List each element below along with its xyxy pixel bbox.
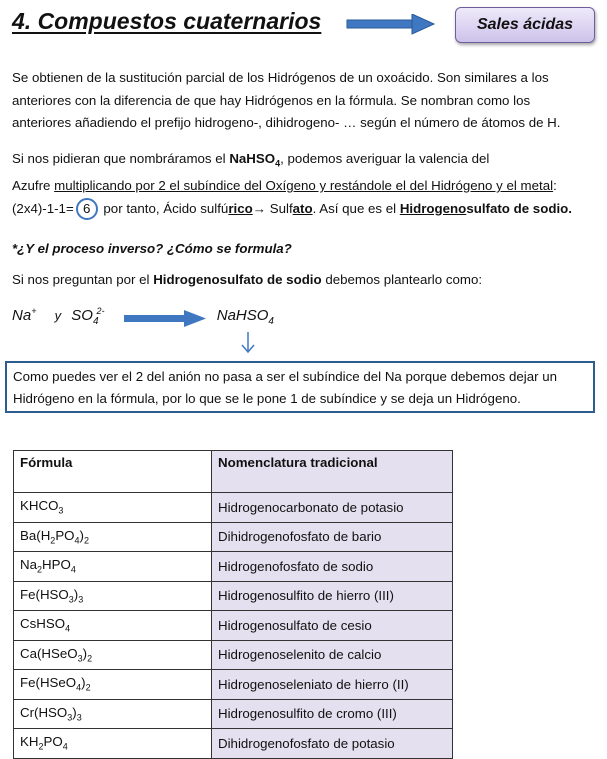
subscript: 2 — [38, 742, 44, 753]
example-line-3 — [12, 198, 600, 221]
subscript: 4 — [62, 742, 68, 753]
name-cell: Hidrogenofosfato de sodio — [212, 552, 453, 582]
intro-paragraph — [12, 67, 600, 135]
name-cell: Hidrogenosulfito de hierro (III) — [212, 581, 453, 611]
formula-cell — [14, 493, 212, 523]
example-line-1 — [12, 148, 600, 175]
down-arrow-icon — [240, 332, 256, 354]
intro-line: anteriores con la diferencia de que hay Hidrógenos en la fórmula. Se nombran como los — [12, 92, 531, 108]
formula-cell — [14, 522, 212, 552]
formula-part: Na — [20, 557, 37, 573]
formula-cell — [14, 581, 212, 611]
subscript: 2 — [50, 535, 56, 546]
formula-part: CsHSO — [20, 616, 66, 632]
table-row — [14, 729, 453, 759]
table-row — [14, 552, 453, 582]
suffix-ico: rico — [228, 200, 253, 216]
text: SO — [71, 307, 93, 324]
table-row — [14, 611, 453, 641]
name-cell: Hidrogenocarbonato de potasio — [212, 493, 453, 523]
table-row — [14, 699, 453, 729]
text: , podemos averiguar la valencia del — [280, 151, 490, 166]
text: NaHSO — [216, 307, 269, 324]
section-badge: Sales ácidas — [455, 7, 595, 43]
charge: 2- — [96, 306, 105, 316]
rule-text: multiplicando por 2 el subíndice del Oxígeno y restándole el del Hidrógeno y el metal — [54, 178, 554, 194]
column-header-nomenclature: Nomenclatura tradicional — [212, 451, 453, 493]
formula-cell — [14, 670, 212, 700]
arrow-icon: → — [252, 200, 267, 216]
subscript: 4 — [268, 316, 274, 327]
formula-part: PO — [43, 734, 63, 750]
formula-part: KH — [20, 734, 39, 750]
intro-line: anteriores añadiendo el prefijo hidrogeno-, dihidrogeno- … según el número de átomos de H. — [12, 115, 561, 130]
conjunction: y — [54, 308, 62, 323]
text: Si nos pidieran que nombráramos el — [12, 151, 230, 166]
formula-part: ) — [82, 645, 88, 661]
subscript: 3 — [77, 653, 83, 664]
calc-text: (2x4)-1-1= — [12, 200, 74, 216]
salts-table — [13, 450, 453, 759]
table-header-row — [14, 451, 453, 493]
suffix-ato: ato — [292, 200, 313, 216]
text: Na — [12, 307, 32, 324]
formula-cell — [14, 729, 212, 759]
text: debemos plantearlo como: — [321, 272, 483, 287]
name-cell: Hidrogenosulfito de cromo (III) — [212, 699, 453, 729]
prefix-hidrogeno: Hidrogeno — [399, 200, 467, 216]
page-title: 4. Compuestos cuaternarios — [12, 8, 322, 34]
product — [216, 307, 274, 327]
subscript: 4 — [65, 624, 71, 635]
formula-part: ) — [73, 586, 79, 602]
table-body — [14, 451, 453, 759]
table-row — [14, 581, 453, 611]
formula-part: Cr(HSO — [20, 704, 68, 720]
text: Si nos preguntan por el — [12, 272, 154, 287]
table-row — [14, 522, 453, 552]
text: Sulf — [266, 200, 293, 216]
table-row — [14, 493, 453, 523]
formula-part: PO — [55, 527, 75, 543]
formula-part: Ca(HSeO — [20, 645, 78, 661]
formula-cell — [14, 640, 212, 670]
circled-valence: 6 — [76, 198, 98, 220]
anion — [71, 306, 105, 327]
reaction-arrow-icon — [124, 310, 208, 328]
subscript: 3 — [67, 712, 73, 723]
cation — [12, 307, 36, 324]
name-cell: Hidrogenosulfato de cesio — [212, 611, 453, 641]
formula-part: Fe(HSO — [20, 586, 69, 602]
formula-part: Ba(H — [20, 527, 51, 543]
name-cell: Hidrogenoselenito de calcio — [212, 640, 453, 670]
column-header-formula: Fórmula — [14, 451, 212, 493]
subscript: 2 — [37, 565, 43, 576]
subscript: 3 — [68, 594, 74, 605]
name-cell: Hidrogenoseleniato de hierro (II) — [212, 670, 453, 700]
formula-cell — [14, 699, 212, 729]
formula-cell — [14, 552, 212, 582]
text: : — [553, 178, 557, 194]
formula-part: HPO — [42, 557, 71, 573]
charge: + — [31, 306, 37, 316]
compound-name: sulfato de sodio. — [466, 200, 572, 216]
subscript: 2 — [87, 653, 93, 664]
table-row — [14, 670, 453, 700]
example-line-2 — [12, 175, 600, 198]
subscript: 4 — [70, 565, 76, 576]
subscript: 4 — [275, 158, 281, 169]
formula-part: Fe(HSeO — [20, 675, 77, 691]
name-cell: Dihidrogenofosfato de potasio — [212, 729, 453, 759]
subscript: 2 — [83, 535, 89, 546]
subscript: 4 — [92, 316, 99, 327]
inverse-heading: *¿Y el proceso inverso? ¿Cómo se formula? — [12, 241, 292, 256]
formula-part: ) — [72, 704, 77, 720]
table-row — [14, 640, 453, 670]
text: por tanto, Ácido sulfú — [99, 200, 229, 216]
callout-line: Hidrógeno en la fórmula, por lo que se le pone 1 de subíndice y se deja un Hidrógeno. — [13, 391, 521, 406]
formula-part: ) — [79, 527, 84, 543]
compound-name: Hidrogenosulfato de sodio — [153, 272, 322, 287]
subscript: 4 — [76, 683, 82, 694]
name-cell: Dihidrogenofosfato de bario — [212, 522, 453, 552]
formula-part: ) — [81, 675, 86, 691]
subscript: 3 — [76, 712, 82, 723]
text: . Así que es el — [312, 200, 400, 216]
subscript: 3 — [58, 506, 64, 517]
right-arrow-icon — [346, 14, 436, 36]
callout-line: Como puedes ver el 2 del anión no pasa a ser el subíndice del Na porque debemos dejar un — [13, 369, 558, 384]
intro-line: Se obtienen de la sustitución parcial de los Hidrógenos de un oxoácido. Son similares a los — [12, 70, 549, 85]
text: NaHSO — [229, 151, 276, 166]
subscript: 3 — [78, 594, 84, 605]
subscript: 4 — [74, 535, 80, 546]
example-paragraph — [12, 148, 600, 220]
inverse-line — [12, 269, 600, 292]
explanation-callout — [5, 361, 595, 413]
formula-part: KHCO — [20, 498, 59, 514]
subscript: 2 — [85, 683, 91, 694]
text: Azufre — [12, 178, 55, 194]
formula-text — [229, 151, 281, 169]
formula-cell — [14, 611, 212, 641]
